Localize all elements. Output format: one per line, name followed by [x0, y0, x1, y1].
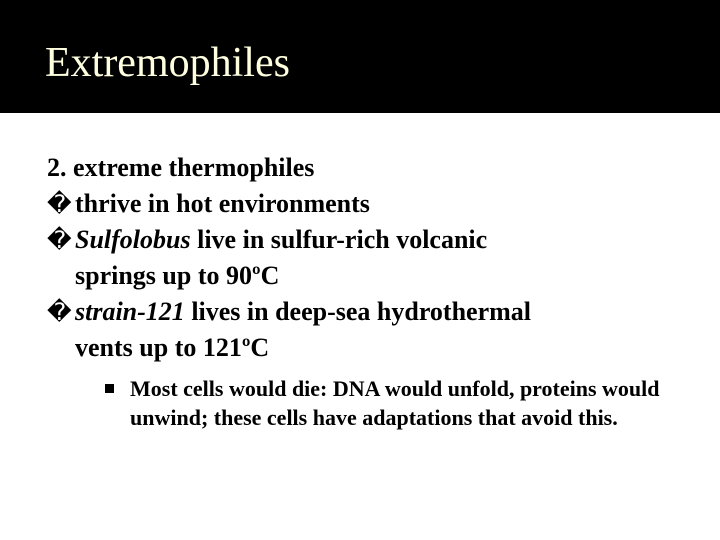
organism-name: Sulfolobus	[75, 225, 191, 254]
bullet-icon: �	[47, 226, 72, 254]
bullet-text: thrive in hot environments	[75, 189, 370, 218]
slide-content	[47, 150, 687, 432]
sub-bullet-text: Most cells would die: DNA would unfold, proteins would unwind; these cells have adaptations that avoid this.	[130, 376, 660, 430]
sub-bullet-item	[105, 374, 665, 432]
slide-title: Extremophiles	[45, 40, 290, 86]
square-bullet-icon	[105, 384, 114, 393]
bullet-text: live in sulfur-rich volcanic	[190, 225, 488, 254]
bullet-icon: �	[47, 190, 72, 218]
bullet-item-hot-environments	[47, 186, 687, 222]
bullet-continuation: vents up to 121ºC	[75, 333, 270, 362]
bullet-icon: �	[47, 298, 72, 326]
bullet-item-sulfolobus	[47, 222, 687, 258]
title-bar	[0, 0, 720, 113]
bullet-item-strain-121	[47, 294, 687, 330]
bullet-text: lives in deep-sea hydrothermal	[184, 297, 531, 326]
section-heading: 2. extreme thermophiles	[47, 153, 315, 182]
organism-name: strain-121	[75, 297, 185, 326]
bullet-continuation: springs up to 90ºC	[75, 261, 280, 290]
